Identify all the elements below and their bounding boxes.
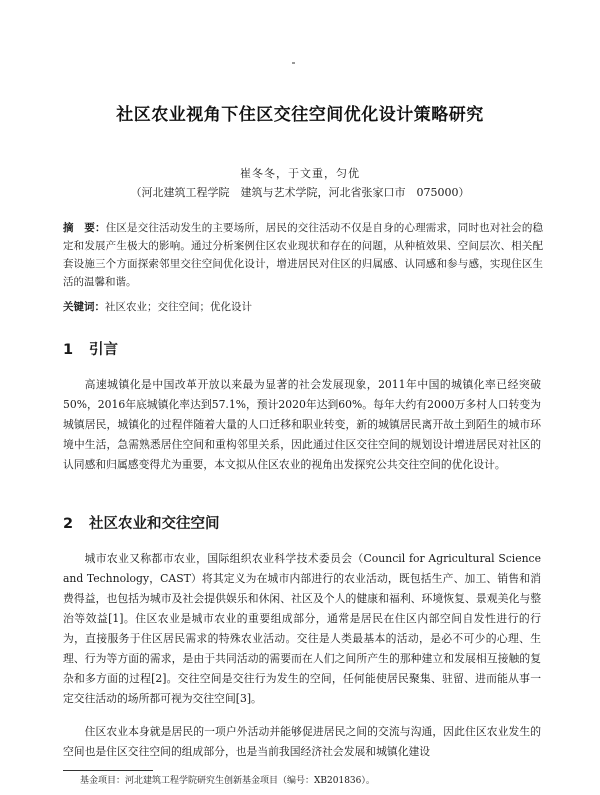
section-number: 1 [63,342,74,358]
author-affiliation: （河北建筑工程学院 建筑与艺术学院，河北省张家口市 075000） [130,186,470,199]
footnote: 基金项目：河北建筑工程学院研究生创新基金项目（编号：XB201836）。 [80,776,375,786]
section-heading-2 [63,512,220,533]
keywords-text: 社区农业；交往空间；优化设计 [105,301,252,313]
body-paragraph: 城市农业又称都市农业，国际组织农业科学技术委员会（Council for Agricultural Science and Technology，CAST）将其定义为在城市内部进行的农业活动，既包括生产、加工、销售和消费得益，也包括为城市及社会提供娱乐和休闲、社区及个人的健康和福利、环境恢复、景观美化与整治等效益[1]。住区农业是城市农业的重要组成部分，通常是居民在住区内部空间自发性进行的行为，直接服务于住区居民需求的特殊农业活动。交往是人类最基本的活动，是必不可少的心理、生理、行为等方面的需求，是由于共同活动的需要而在人们之间所产生的那种建立和发展相互接触的复杂和多方面的过程[2]。交往空间是交往行为发生的空间，任何能使居民聚集、驻留、进而能从事一定交往活动的场所都可视为交往空间[3]。 [63,552,541,705]
abstract [63,219,543,291]
keywords-label: 关键词： [63,301,105,313]
paper-authors: 崔冬冬，于文重，匀优 [240,167,360,180]
footnote-divider [63,770,153,771]
body-paragraph: 高速城镇化是中国改革开放以来最为显著的社会发展现象，2011年中国的城镇化率已经突破50%，2016年底城镇化率达到57.1%，预计2020年达到60%。每年大约有2000万多村人口转变为城镇居民，城镇化的过程伴随着大量的人口迁移和职业转变，新的城镇居民离开故土到陌生的城市环境中生活，急需熟悉居住空间和重构邻里关系，因此通过住区交往空间的规划设计增进居民对社区的认同感和归属感变得尤为重要，本文拟从住区农业的视角出发探究公共交往空间的优化设计。 [63,378,541,471]
section-heading-1 [63,338,118,359]
section-title: 引言 [89,342,118,358]
section-number: 2 [63,516,74,532]
abstract-text: 住区是交往活动发生的主要场所，居民的交往活动不仅是自身的心理需求，同时也对社会的稳定和发展产生极大的影响。通过分析案例住区农业现状和存在的问题，从种植效果、空间层次、相关配套设施三个方面探索邻里交往空间优化设计，增进居民对住区的归属感、认同感和参与感，实现住区生活的温馨和谐。 [63,222,544,288]
paper-title: 社区农业视角下住区交往空间优化设计策略研究 [116,105,484,125]
body-paragraph: 住区农业本身就是居民的一项户外活动并能够促进居民之间的交流与沟通，因此住区农业发生的空间也是住区交往空间的组成部分，也是当前我国经济社会发展和城镇化建设 [63,725,541,758]
section-title: 社区农业和交往空间 [89,516,220,532]
keywords [63,299,543,315]
page-mark [292,62,295,64]
abstract-label: 摘 要： [63,222,106,234]
